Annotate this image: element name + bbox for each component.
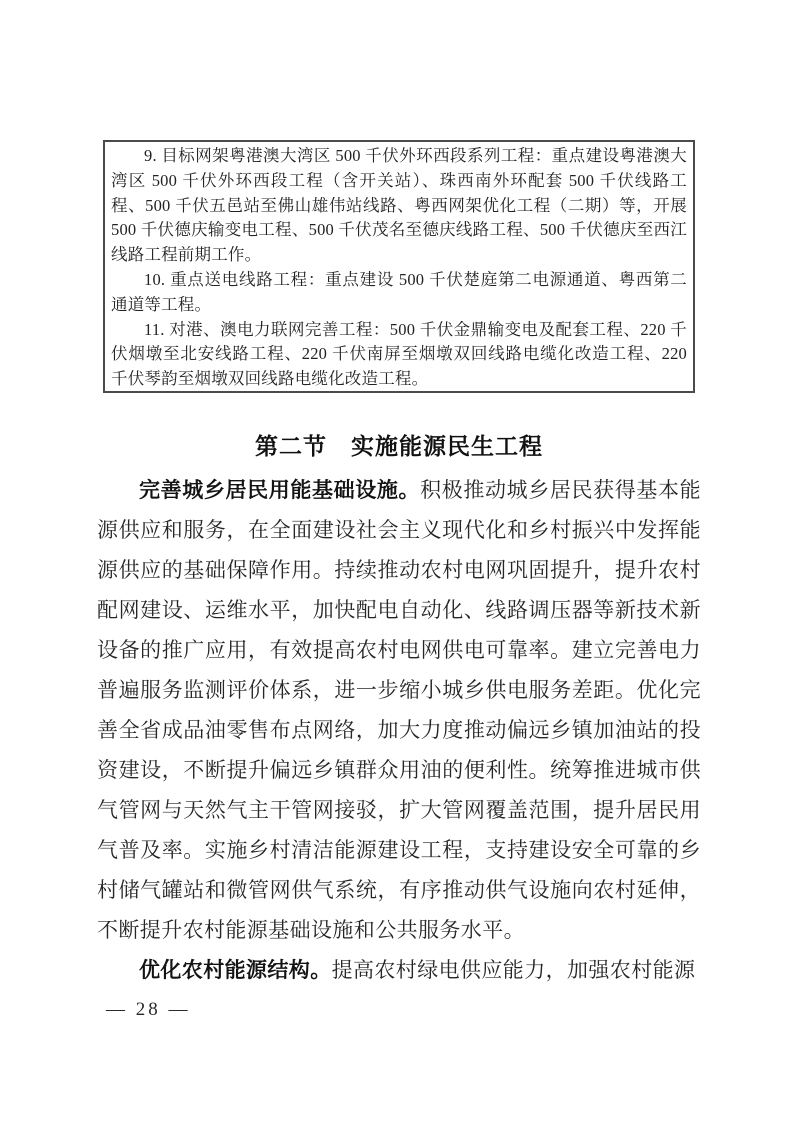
box-item-9: 9. 目标网架粤港澳大湾区 500 千伏外环西段系列工程：重点建设粤港澳大湾区 500 千伏外环西段工程（含开关站）、珠西南外环配套 500 千伏线路工程、500 千伏五邑站至佛山雄伟站线路、粤西网架优化工程（二期）等，开展 500 千伏德庆输变电工程、500 千伏茂名至德庆线路工程、500 千伏德庆至西江线路工程前期工作。: [111, 146, 687, 265]
box-item-11: 11. 对港、澳电力联网完善工程：500 千伏金鼎输变电及配套工程、220 千伏烟墩至北安线路工程、220 千伏南屏至烟墩双回线路电缆化改造工程、220 千伏琴韵至烟墩双回线路电缆化改造工程。: [111, 319, 687, 389]
paragraph-body: 提高农村绿电供应能力，加强农村能源: [331, 958, 696, 982]
body-text: [97, 470, 701, 990]
box-item-10: 10. 重点送电线路工程：重点建设 500 千伏楚庭第二电源通道、粤西第二通道等工程。: [111, 269, 687, 314]
paragraph-lead: 完善城乡居民用能基础设施。: [139, 478, 421, 502]
key-projects-box: [103, 140, 695, 393]
paragraph-urban-rural-energy-infrastructure: [97, 470, 701, 950]
page-number: — 28 —: [106, 999, 191, 1020]
paragraph-lead: 优化农村能源结构。: [139, 958, 332, 982]
section-heading: 第二节 实施能源民生工程: [255, 433, 543, 459]
paragraph-rural-energy-structure: [97, 950, 701, 990]
paragraph-body: 积极推动城乡居民获得基本能源供应和服务，在全面建设社会主义现代化和乡村振兴中发挥能源供应的基础保障作用。持续推动农村电网巩固提升，提升农村配网建设、运维水平，加快配电自动化、线路调压器等新技术新设备的推广应用，有效提高农村电网供电可靠率。建立完善电力普遍服务监测评价体系，进一步缩小城乡供电服务差距。优化完善全省成品油零售布点网络，加大力度推动偏远乡镇加油站的投资建设，不断提升偏远乡镇群众用油的便利性。统筹推进城市供气管网与天然气主干管网接驳，扩大管网覆盖范围，提升居民用气普及率。实施乡村清洁能源建设工程，支持建设安全可靠的乡村储气罐站和微管网供气系统，有序推动供气设施向农村延伸，不断提升农村能源基础设施和公共服务水平。: [97, 478, 701, 942]
